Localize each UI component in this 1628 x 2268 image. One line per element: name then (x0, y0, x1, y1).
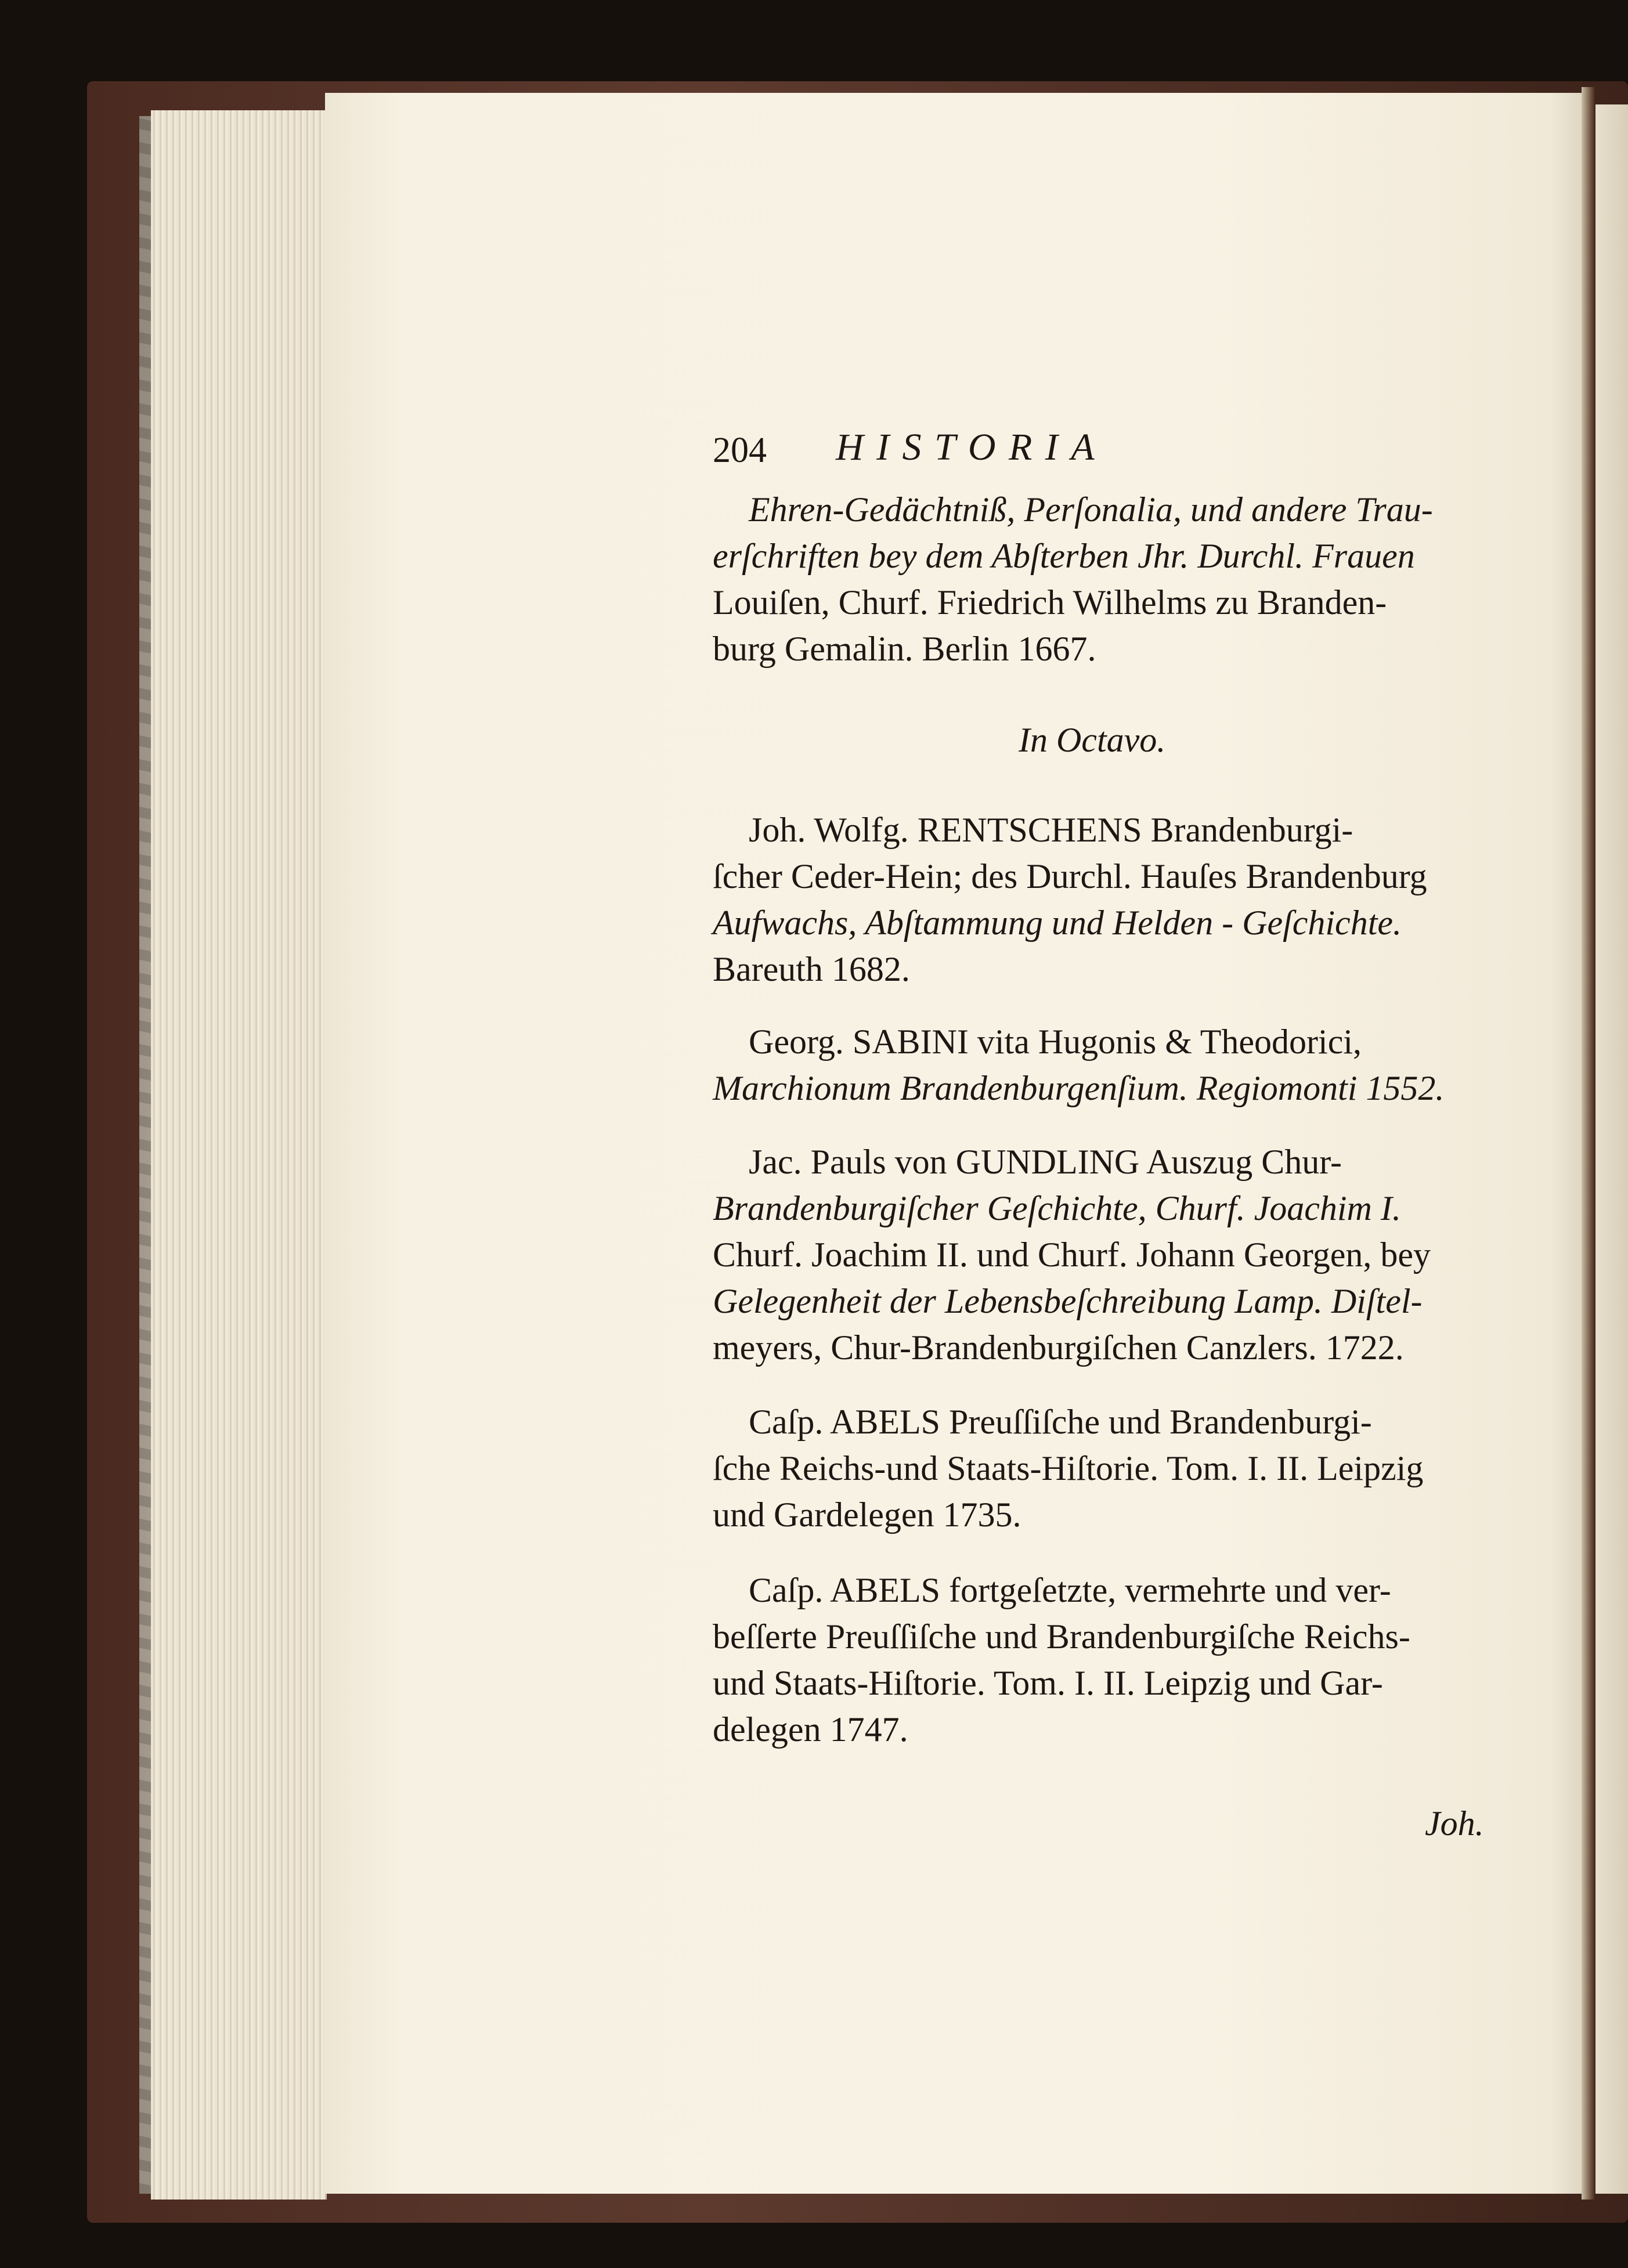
entry6-line2: beſſerte Preuſſiſche und Brandenburgiſche Reichs- (713, 1617, 1410, 1656)
entry5-line3: und Gardelegen 1735. (713, 1496, 1021, 1534)
page-edges (151, 110, 327, 2200)
catchword: Joh. (1425, 1804, 1484, 1843)
entry3-line2: Marchionum Brandenburgenſium. Regiomonti 1552. (713, 1069, 1445, 1107)
section-heading: In Octavo. (1019, 721, 1166, 759)
entry4-line3: Churf. Joachim II. und Churf. Johann Georgen, bey (713, 1236, 1431, 1274)
entry1-line3: Louiſen, Churf. Friedrich Wilhelms zu Branden- (713, 583, 1387, 622)
entry2-line2: ſcher Ceder-Hein; des Durchl. Hauſes Brandenburg (713, 857, 1427, 895)
entry3-line1: Georg. SABINI vita Hugonis & Theodorici, (749, 1023, 1362, 1061)
entry2-line3: Aufwachs, Abſtammung und Helden - Geſchichte. (713, 904, 1402, 942)
page-number: 204 (713, 431, 767, 470)
running-head: HISTORIA (836, 426, 1107, 468)
entry6-line3: und Staats-Hiſtorie. Tom. I. II. Leipzig und Gar- (713, 1664, 1383, 1702)
entry2-line1: Joh. Wolfg. RENTSCHENS Brandenburgi- (749, 811, 1353, 849)
entry6-line4: delegen 1747. (713, 1710, 908, 1749)
entry4-line5: meyers, Chur-Brandenburgiſchen Canzlers. 1722. (713, 1328, 1404, 1367)
entry2-line4: Bareuth 1682. (713, 950, 910, 988)
entry5-line2: ſche Reichs-und Staats-Hiſtorie. Tom. I. II. Leipzig (713, 1449, 1424, 1487)
entry1-line2: erſchriften bey dem Abſterben Jhr. Durchl. Frauen (713, 537, 1415, 575)
entry4-line2: Brandenburgiſcher Geſchichte, Churf. Joachim I. (713, 1189, 1401, 1227)
entry6-line1: Caſp. ABELS fortgeſetzte, vermehrte und ver- (749, 1571, 1391, 1609)
entry1-line4: burg Gemalin. Berlin 1667. (713, 630, 1096, 668)
entry1-line1: Ehren-Gedächtniß, Perſonalia, und andere Trau- (749, 490, 1433, 529)
entry4-line1: Jac. Pauls von GUNDLING Auszug Chur- (749, 1143, 1342, 1181)
gutter (1582, 87, 1595, 2200)
entry4-line4: Gelegenheit der Lebensbeſchreibung Lamp. Diſtel- (713, 1282, 1423, 1320)
right-page-edge (1595, 104, 1628, 2194)
entry5-line1: Caſp. ABELS Preuſſiſche und Brandenburgi- (749, 1403, 1372, 1441)
